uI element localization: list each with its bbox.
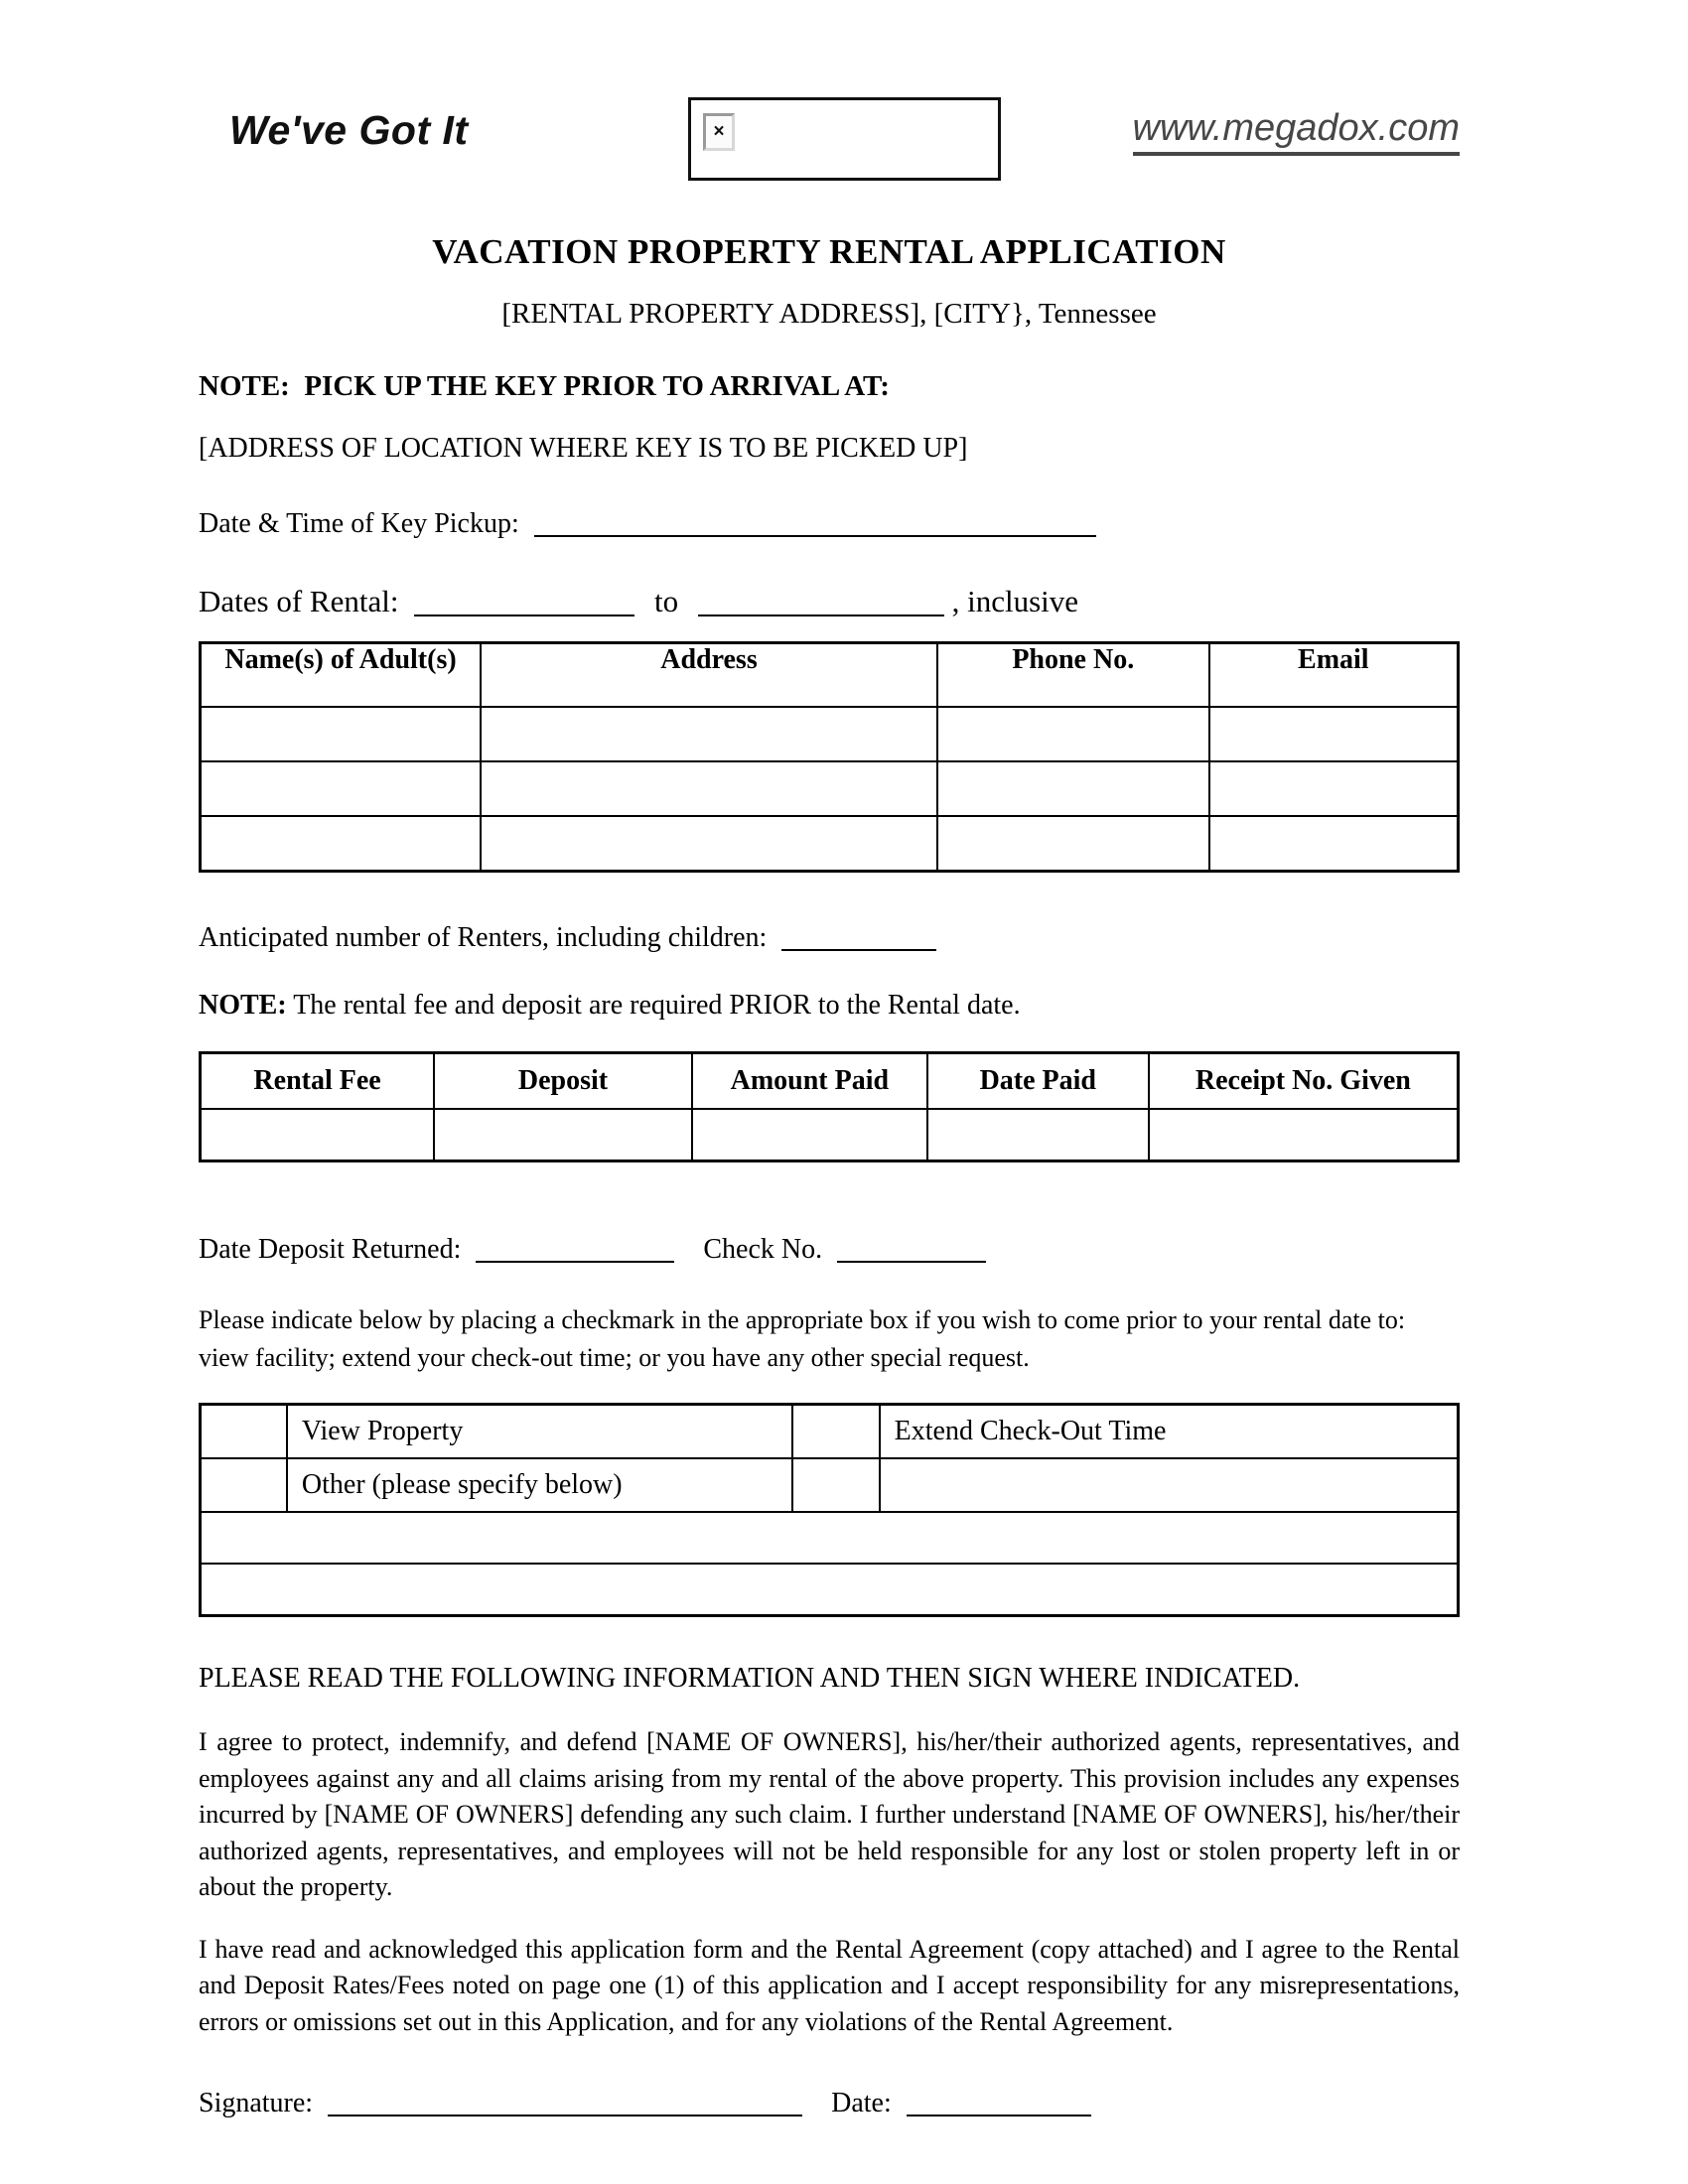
fee-note-text: The rental fee and deposit are required PRIOR to the Rental date. bbox=[293, 990, 1021, 1021]
indemnity-paragraph: I agree to protect, indemnify, and defend [NAME OF OWNERS], his/her/their authorized agents, representatives, and employees against any and all claims arising from my rental of the above property. This provision includes any expenses incurred by [NAME OF OWNERS] defending any such claim. I further understand [NAME OF OWNERS], his/her/their authorized agents, representatives, and employees will not be held responsible for any lost or stolen property left in or about the property. bbox=[199, 1727, 1460, 1901]
empty-option-cell bbox=[880, 1458, 1459, 1512]
table-row bbox=[201, 761, 1459, 816]
image-placeholder-box bbox=[688, 97, 1001, 181]
other-checkbox[interactable] bbox=[201, 1458, 287, 1512]
key-pickup-datetime-field[interactable] bbox=[534, 511, 1096, 537]
deposit-returned-field[interactable] bbox=[476, 1237, 674, 1263]
view-property-checkbox[interactable] bbox=[201, 1405, 287, 1459]
other-specify-row-2[interactable] bbox=[201, 1564, 1459, 1616]
adult-email-cell[interactable] bbox=[1209, 761, 1459, 816]
property-address-subtitle: [RENTAL PROPERTY ADDRESS], [CITY}, Tennessee bbox=[501, 298, 1157, 330]
renters-count-field[interactable] bbox=[781, 925, 936, 951]
rental-fee-cell[interactable] bbox=[201, 1109, 435, 1161]
rental-dates-line bbox=[199, 584, 1460, 619]
adult-name-cell[interactable] bbox=[201, 761, 482, 816]
adult-name-cell[interactable] bbox=[201, 707, 482, 761]
logo-text: We've Got It bbox=[229, 107, 469, 153]
col-header-rental-fee: Rental Fee bbox=[201, 1053, 435, 1110]
adults-table bbox=[199, 641, 1460, 873]
fee-note-bold: NOTE: bbox=[199, 990, 287, 1021]
rental-dates-suffix: , inclusive bbox=[951, 584, 1078, 618]
adult-phone-cell[interactable] bbox=[937, 816, 1209, 872]
extend-checkout-label: Extend Check-Out Time bbox=[880, 1405, 1459, 1459]
adult-email-cell[interactable] bbox=[1209, 816, 1459, 872]
broken-image-icon: × bbox=[703, 113, 735, 151]
payment-table bbox=[199, 1051, 1460, 1162]
empty-checkbox-cell[interactable] bbox=[792, 1458, 879, 1512]
page-header bbox=[0, 0, 1688, 191]
deposit-returned-line bbox=[199, 1234, 1460, 1266]
adult-email-cell[interactable] bbox=[1209, 707, 1459, 761]
table-row bbox=[201, 1512, 1459, 1564]
table-row bbox=[201, 1458, 1459, 1512]
adult-phone-cell[interactable] bbox=[937, 761, 1209, 816]
adults-header-row bbox=[201, 643, 1459, 708]
deposit-cell[interactable] bbox=[434, 1109, 692, 1161]
page-title: VACATION PROPERTY RENTAL APPLICATION bbox=[432, 232, 1226, 271]
request-options-table bbox=[199, 1403, 1460, 1617]
date-field[interactable] bbox=[907, 2091, 1091, 2116]
other-label: Other (please specify below) bbox=[287, 1458, 792, 1512]
col-header-deposit: Deposit bbox=[434, 1053, 692, 1110]
col-header-names: Name(s) of Adult(s) bbox=[201, 643, 482, 708]
date-label: Date: bbox=[831, 2088, 892, 2118]
view-property-label: View Property bbox=[287, 1405, 792, 1459]
rental-date-from-field[interactable] bbox=[414, 589, 634, 616]
table-row bbox=[201, 1405, 1459, 1459]
signature-field[interactable] bbox=[328, 2091, 802, 2116]
request-intro-paragraph: Please indicate below by placing a checkmark in the appropriate box if you wish to come prior to your rental date to: view facility; extend your check-out time; or you have any other special request. bbox=[199, 1305, 1406, 1372]
date-paid-cell[interactable] bbox=[927, 1109, 1149, 1161]
fee-note bbox=[199, 990, 1460, 1022]
sign-instruction: PLEASE READ THE FOLLOWING INFORMATION AND THEN SIGN WHERE INDICATED. bbox=[199, 1663, 1301, 1694]
key-pickup-datetime-label: Date & Time of Key Pickup: bbox=[199, 508, 519, 539]
table-row bbox=[201, 707, 1459, 761]
payment-header-row bbox=[201, 1053, 1459, 1110]
website-link[interactable]: www.megadox.com bbox=[1133, 107, 1460, 156]
receipt-no-cell[interactable] bbox=[1149, 1109, 1459, 1161]
adult-phone-cell[interactable] bbox=[937, 707, 1209, 761]
adult-address-cell[interactable] bbox=[481, 707, 937, 761]
document-body bbox=[199, 232, 1460, 2119]
rental-dates-connector: to bbox=[653, 584, 679, 618]
rental-date-to-field[interactable] bbox=[698, 589, 944, 616]
renters-count-line bbox=[199, 922, 1460, 954]
key-pickup-note: NOTE: PICK UP THE KEY PRIOR TO ARRIVAL AT: bbox=[199, 370, 890, 402]
other-specify-row-1[interactable] bbox=[201, 1512, 1459, 1564]
extend-checkout-checkbox[interactable] bbox=[792, 1405, 879, 1459]
col-header-date-paid: Date Paid bbox=[927, 1053, 1149, 1110]
renters-count-label: Anticipated number of Renters, including children: bbox=[199, 922, 768, 953]
check-no-label: Check No. bbox=[703, 1234, 823, 1265]
rental-dates-label: Dates of Rental: bbox=[199, 584, 399, 618]
signature-line bbox=[199, 2088, 1460, 2119]
signature-label: Signature: bbox=[199, 2088, 314, 2118]
table-row bbox=[201, 816, 1459, 872]
col-header-phone: Phone No. bbox=[937, 643, 1209, 708]
deposit-returned-label: Date Deposit Returned: bbox=[199, 1234, 462, 1265]
acknowledgement-paragraph: I have read and acknowledged this application form and the Rental Agreement (copy attached) and I agree to the Rental and Deposit Rates/Fees noted on page one (1) of this application and I accept responsibility for any misrepresentations, errors or omissions set out in this Application, and for any violations of the Rental Agreement. bbox=[199, 1934, 1460, 2036]
col-header-amount-paid: Amount Paid bbox=[692, 1053, 927, 1110]
key-pickup-address-placeholder: [ADDRESS OF LOCATION WHERE KEY IS TO BE PICKED UP] bbox=[199, 433, 968, 464]
amount-paid-cell[interactable] bbox=[692, 1109, 927, 1161]
adult-address-cell[interactable] bbox=[481, 816, 937, 872]
adult-name-cell[interactable] bbox=[201, 816, 482, 872]
table-row bbox=[201, 1564, 1459, 1616]
col-header-address: Address bbox=[481, 643, 937, 708]
key-pickup-datetime-line bbox=[199, 508, 1460, 540]
check-no-field[interactable] bbox=[837, 1237, 986, 1263]
col-header-email: Email bbox=[1209, 643, 1459, 708]
table-row bbox=[201, 1109, 1459, 1161]
adult-address-cell[interactable] bbox=[481, 761, 937, 816]
col-header-receipt-no: Receipt No. Given bbox=[1149, 1053, 1459, 1110]
